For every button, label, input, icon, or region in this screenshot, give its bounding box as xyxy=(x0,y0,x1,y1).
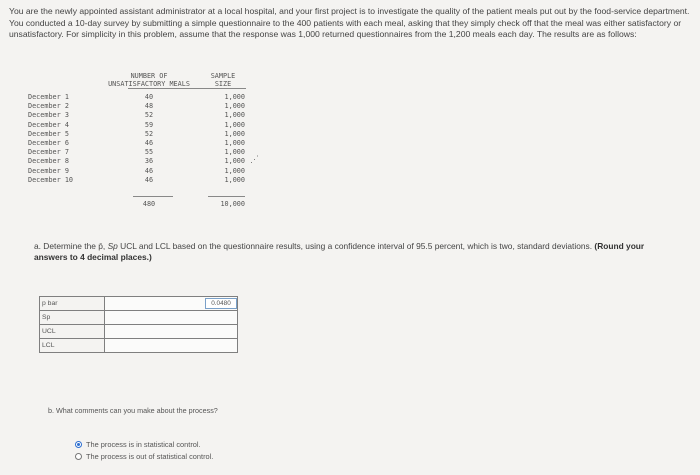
unsatisfactory-count-cell: 59 xyxy=(144,120,154,129)
day-cell: December 5 xyxy=(28,129,69,138)
table-row xyxy=(28,93,258,102)
table-row xyxy=(28,148,258,157)
option-in-control[interactable] xyxy=(75,440,201,449)
day-cell: December 3 xyxy=(28,111,69,120)
total-divider-size xyxy=(208,196,245,197)
ucl-input[interactable] xyxy=(105,325,238,339)
table-row xyxy=(28,167,258,176)
day-cell: December 6 xyxy=(28,139,69,147)
sample-size-cell: 1,000 xyxy=(224,120,245,129)
day-cell: December 8 xyxy=(28,157,69,166)
radio-selected-icon[interactable] xyxy=(75,441,82,448)
answer-label: LCL xyxy=(40,339,105,353)
header-size-line2: SIZE xyxy=(214,80,232,88)
total-number: 480 xyxy=(142,200,156,208)
header-number-line1: NUMBER OF xyxy=(130,72,168,80)
unsatisfactory-count-cell: 46 xyxy=(144,166,154,175)
total-size: 10,000 xyxy=(220,200,245,208)
question-b: b. What comments can you make about the process? xyxy=(48,406,218,415)
problem-intro: You are the newly appointed assistant administrator at a local hospital, and your first project is to investigate the quality of the patient meals put out by the food-service department. You conducted a 10-day survey by submitting a simple questionnaire to the 400 patients with each meal, asking that they simply check off that the meal was either satisfactory or unsatisfactory. For simplicity in this problem, assume that the response was 1,000 returned questionnaires from the 1,200 meals each day. The results are as follows: xyxy=(9,6,690,40)
answer-row-ucl xyxy=(40,325,238,339)
answer-row-pbar xyxy=(40,297,238,311)
option-label: The process is out of statistical control. xyxy=(86,452,214,461)
option-out-of-control[interactable] xyxy=(75,452,213,461)
p-bar-symbol: p̄ xyxy=(98,241,103,251)
table-row xyxy=(28,130,258,139)
rounding-instruction: (Round your answers to 4 decimal places.) xyxy=(34,241,645,263)
table-row xyxy=(28,111,258,120)
pbar-input[interactable]: 0.0480 xyxy=(205,298,237,309)
radio-unselected-icon[interactable] xyxy=(75,453,82,460)
table-row xyxy=(28,139,258,148)
sample-size-cell: 1,000 xyxy=(224,139,245,147)
total-divider-num xyxy=(133,196,173,197)
day-cell: December 4 xyxy=(28,120,69,129)
unsatisfactory-count-cell: 46 xyxy=(144,175,154,184)
sample-size-cell: 1,000 xyxy=(224,175,245,184)
unsatisfactory-count-cell: 55 xyxy=(144,148,154,157)
unsatisfactory-count-cell: 40 xyxy=(144,93,154,101)
lcl-input[interactable] xyxy=(105,339,238,353)
sample-size-cell: 1,000 xyxy=(224,148,245,157)
question-a: a. Determine the p̄, Sp UCL and LCL based on the questionnaire results, using a confidence interval of 95.5 percent, which is two, standard deviations. (Round your answers to 4 decimal places.) xyxy=(34,241,645,263)
sample-size-cell: 1,000 xyxy=(224,166,245,175)
header-number-line2: UNSATISFACTORY MEALS xyxy=(108,80,190,88)
unsatisfactory-count-cell: 48 xyxy=(144,102,154,111)
table-row xyxy=(28,157,258,166)
answer-label: p bar xyxy=(40,297,105,311)
day-cell: December 1 xyxy=(28,93,69,101)
header-size-line1: SAMPLE xyxy=(210,72,236,80)
sample-size-cell: 1,000 xyxy=(224,111,245,120)
sample-size-cell: 1,000 xyxy=(224,93,245,101)
sample-size-cell: 1,000 xyxy=(224,102,245,111)
day-cell: December 2 xyxy=(28,102,69,111)
answer-row-lcl xyxy=(40,339,238,353)
unsatisfactory-count-cell: 52 xyxy=(144,129,154,138)
table-row xyxy=(28,121,258,130)
header-divider xyxy=(128,88,246,89)
sample-size-cell: 1,000 xyxy=(224,157,245,166)
totals-row xyxy=(28,200,258,209)
table-row xyxy=(28,176,258,185)
unsatisfactory-count-cell: 46 xyxy=(144,139,154,147)
sample-size-cell: 1,000 xyxy=(224,129,245,138)
answer-label: Sp xyxy=(40,311,105,325)
answer-table xyxy=(39,296,238,353)
day-cell: December 9 xyxy=(28,166,69,175)
day-cell: December 7 xyxy=(28,148,69,157)
sparkle-icon: ⋰ xyxy=(250,154,259,164)
unsatisfactory-count-cell: 36 xyxy=(144,157,154,166)
unsatisfactory-count-cell: 52 xyxy=(144,111,154,120)
sp-input[interactable] xyxy=(105,311,238,325)
sp-symbol: Sp xyxy=(107,241,118,251)
option-label: The process is in statistical control. xyxy=(86,440,201,449)
answer-label: UCL xyxy=(40,325,105,339)
table-row xyxy=(28,102,258,111)
answer-row-sp xyxy=(40,311,238,325)
answer-cell xyxy=(105,297,238,311)
day-cell: December 10 xyxy=(28,175,74,184)
